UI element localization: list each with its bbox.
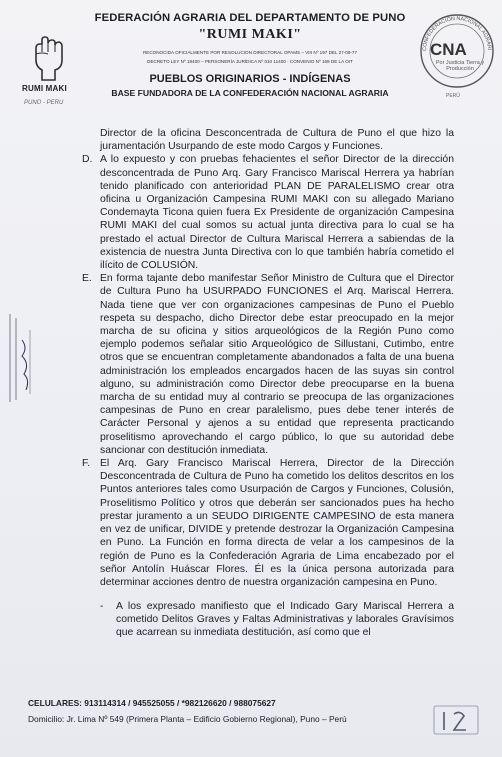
fist-icon	[22, 30, 74, 82]
dash-item	[82, 600, 454, 640]
section-d	[82, 153, 454, 272]
pueblos-heading: PUEBLOS ORIGINARIOS - INDÍGENAS	[149, 73, 351, 85]
section-f	[82, 457, 454, 589]
cna-logo-text: CNA	[430, 40, 467, 59]
letter-body	[82, 127, 454, 650]
section-e-text: En forma tajante debo manifestar Señor Ministro de Cultura que el Director de Cultura Puno ha USURPADO FUNCIONES el Arq. Mariscal Herrera. Nada tiene que ver con organizaciones campesinas de Puno el Pueblo respeta su despacho, dicho Director debe estar preocupado en la mejor marcha de su oficina y sitios arqueológicos de la Región Puno como ejemplo podemos señalar sitio Arqueológico de Sillustani, Cutimbo, entre otros que se encuentran completamente abandonados a falta de una buena administración los empleados encargados hacen de las suyas sin control alguno, su administración como Director debe preocuparse en la buena marcha de su entidad muy al contrario se preocupa de las organizaciones campesinas de Puno en crear paralelismo, pues debe tener interés de Carácter Personal y ajenos a su entidad que representa practicando proselitismo aprovechando el cargo público, lo que su autoridad debe sancionar con destitución inmediata.	[100, 273, 454, 456]
section-d-text: A lo expuesto y con pruebas fehacientes el señor Director de la dirección desconcentrada de Puno Arq. Gary Francisco Mariscal Herrera ya habrían tenido planificado con anterioridad PLAN DE PARALELISMO crear otra oficina u Organización Campesina RUMI MAKI con su allegado Mariano Condemayta Ticona quien fuera Ex Presidente de organización Campesina RUMI MAKI del cual somos su actual junta directiva para lo cual se ha prestado el actual Director de Cultura Mariscal Herrera a sabiendas de la existencia de nuestra Junta Directiva con lo que también habría cometido el ilícito de COLUSIÓN.	[100, 154, 454, 272]
federation-title: FEDERACIÓN AGRARIA DEL DEPARTAMENTO DE PUNO	[94, 12, 406, 24]
base-heading: BASE FUNDADORA DE LA CONFEDERACIÓN NACIONAL AGRARIA	[111, 88, 389, 98]
federation-name: "RUMI MAKI"	[198, 27, 302, 42]
footer-address: Domicilio: Jr. Lima Nº 549 (Primera Planta – Edificio Gobierno Regional), Puno – Perú	[28, 714, 347, 724]
section-d-letter: D.	[82, 154, 93, 166]
margin-stamp-icon	[0, 310, 40, 406]
section-e-letter: E.	[82, 273, 92, 285]
footer-phones: CELULARES: 913114314 / 945525055 / *982126620 / 988075627	[28, 698, 276, 708]
cna-logo-slogan: Por Justicia Tierra y Producción	[435, 60, 485, 72]
recognition-line-1: RECONOCIDA OFICIALMENTE POR RESOLUCION DIRECTORAL OPAMS – VIII Nº 197 DEL 27-09-77	[142, 50, 358, 55]
cna-logo-country: PERÚ	[446, 93, 460, 99]
left-logo-caption: RUMI MAKI	[22, 84, 67, 93]
left-logo-subcaption: PUNO - PERU	[24, 100, 64, 106]
section-f-text: El Arq. Gary Francisco Mariscal Herrera, Director de la Dirección Desconcentrada de Cultura de Puno ha cometido los delitos descritos en los Puntos anteriores tales como Usurpación de Cargos y Funciones, Colusión, Proselitismo Político y otros que deberán ser sancionados pues ha hecho prestar juramento a un SEUDO DIRIGENTE CAMPESINO de esta manera en vez de unificar, DIVIDE y pretende destrozar la Organización Campesina en Puno. La Función en forma directa de velar a los campesinos de la región de Puno es la Confederación Agraria de Lima encabezado por el señor Antolín Huáscar Flores. Él es la única persona autorizada para determinar acciones dentro de nuestra organización campesina en Puno.	[100, 458, 454, 588]
recognition-line-2: DECRETO LEY Nº 19400 – PERSONERÍA JURÍDICA Nº 010 11400 · CONVENIO Nº 169 DE LA OIT	[147, 59, 353, 64]
section-e	[82, 272, 454, 457]
intro-continuation	[82, 127, 454, 153]
handwritten-page-mark-icon	[428, 702, 482, 738]
section-f-letter: F.	[82, 458, 91, 470]
dash-marker: -	[100, 600, 104, 612]
intro-text: Director de la oficina Desconcentrada de Cultura de Puno el que hizo la juramentación Usurpando de este modo Cargos y Funciones.	[100, 128, 454, 153]
seal-ring-text: CONFEDERACIÓN NACIONAL AGRARI	[421, 15, 492, 52]
dash-item-text: A los expresado manifiesto que el Indicado Gary Mariscal Herrera a cometido Delitos Graves y Faltas Administrativas y laborales Gravísimos que acarrean su inmediata destitución, así como que el	[116, 600, 454, 638]
